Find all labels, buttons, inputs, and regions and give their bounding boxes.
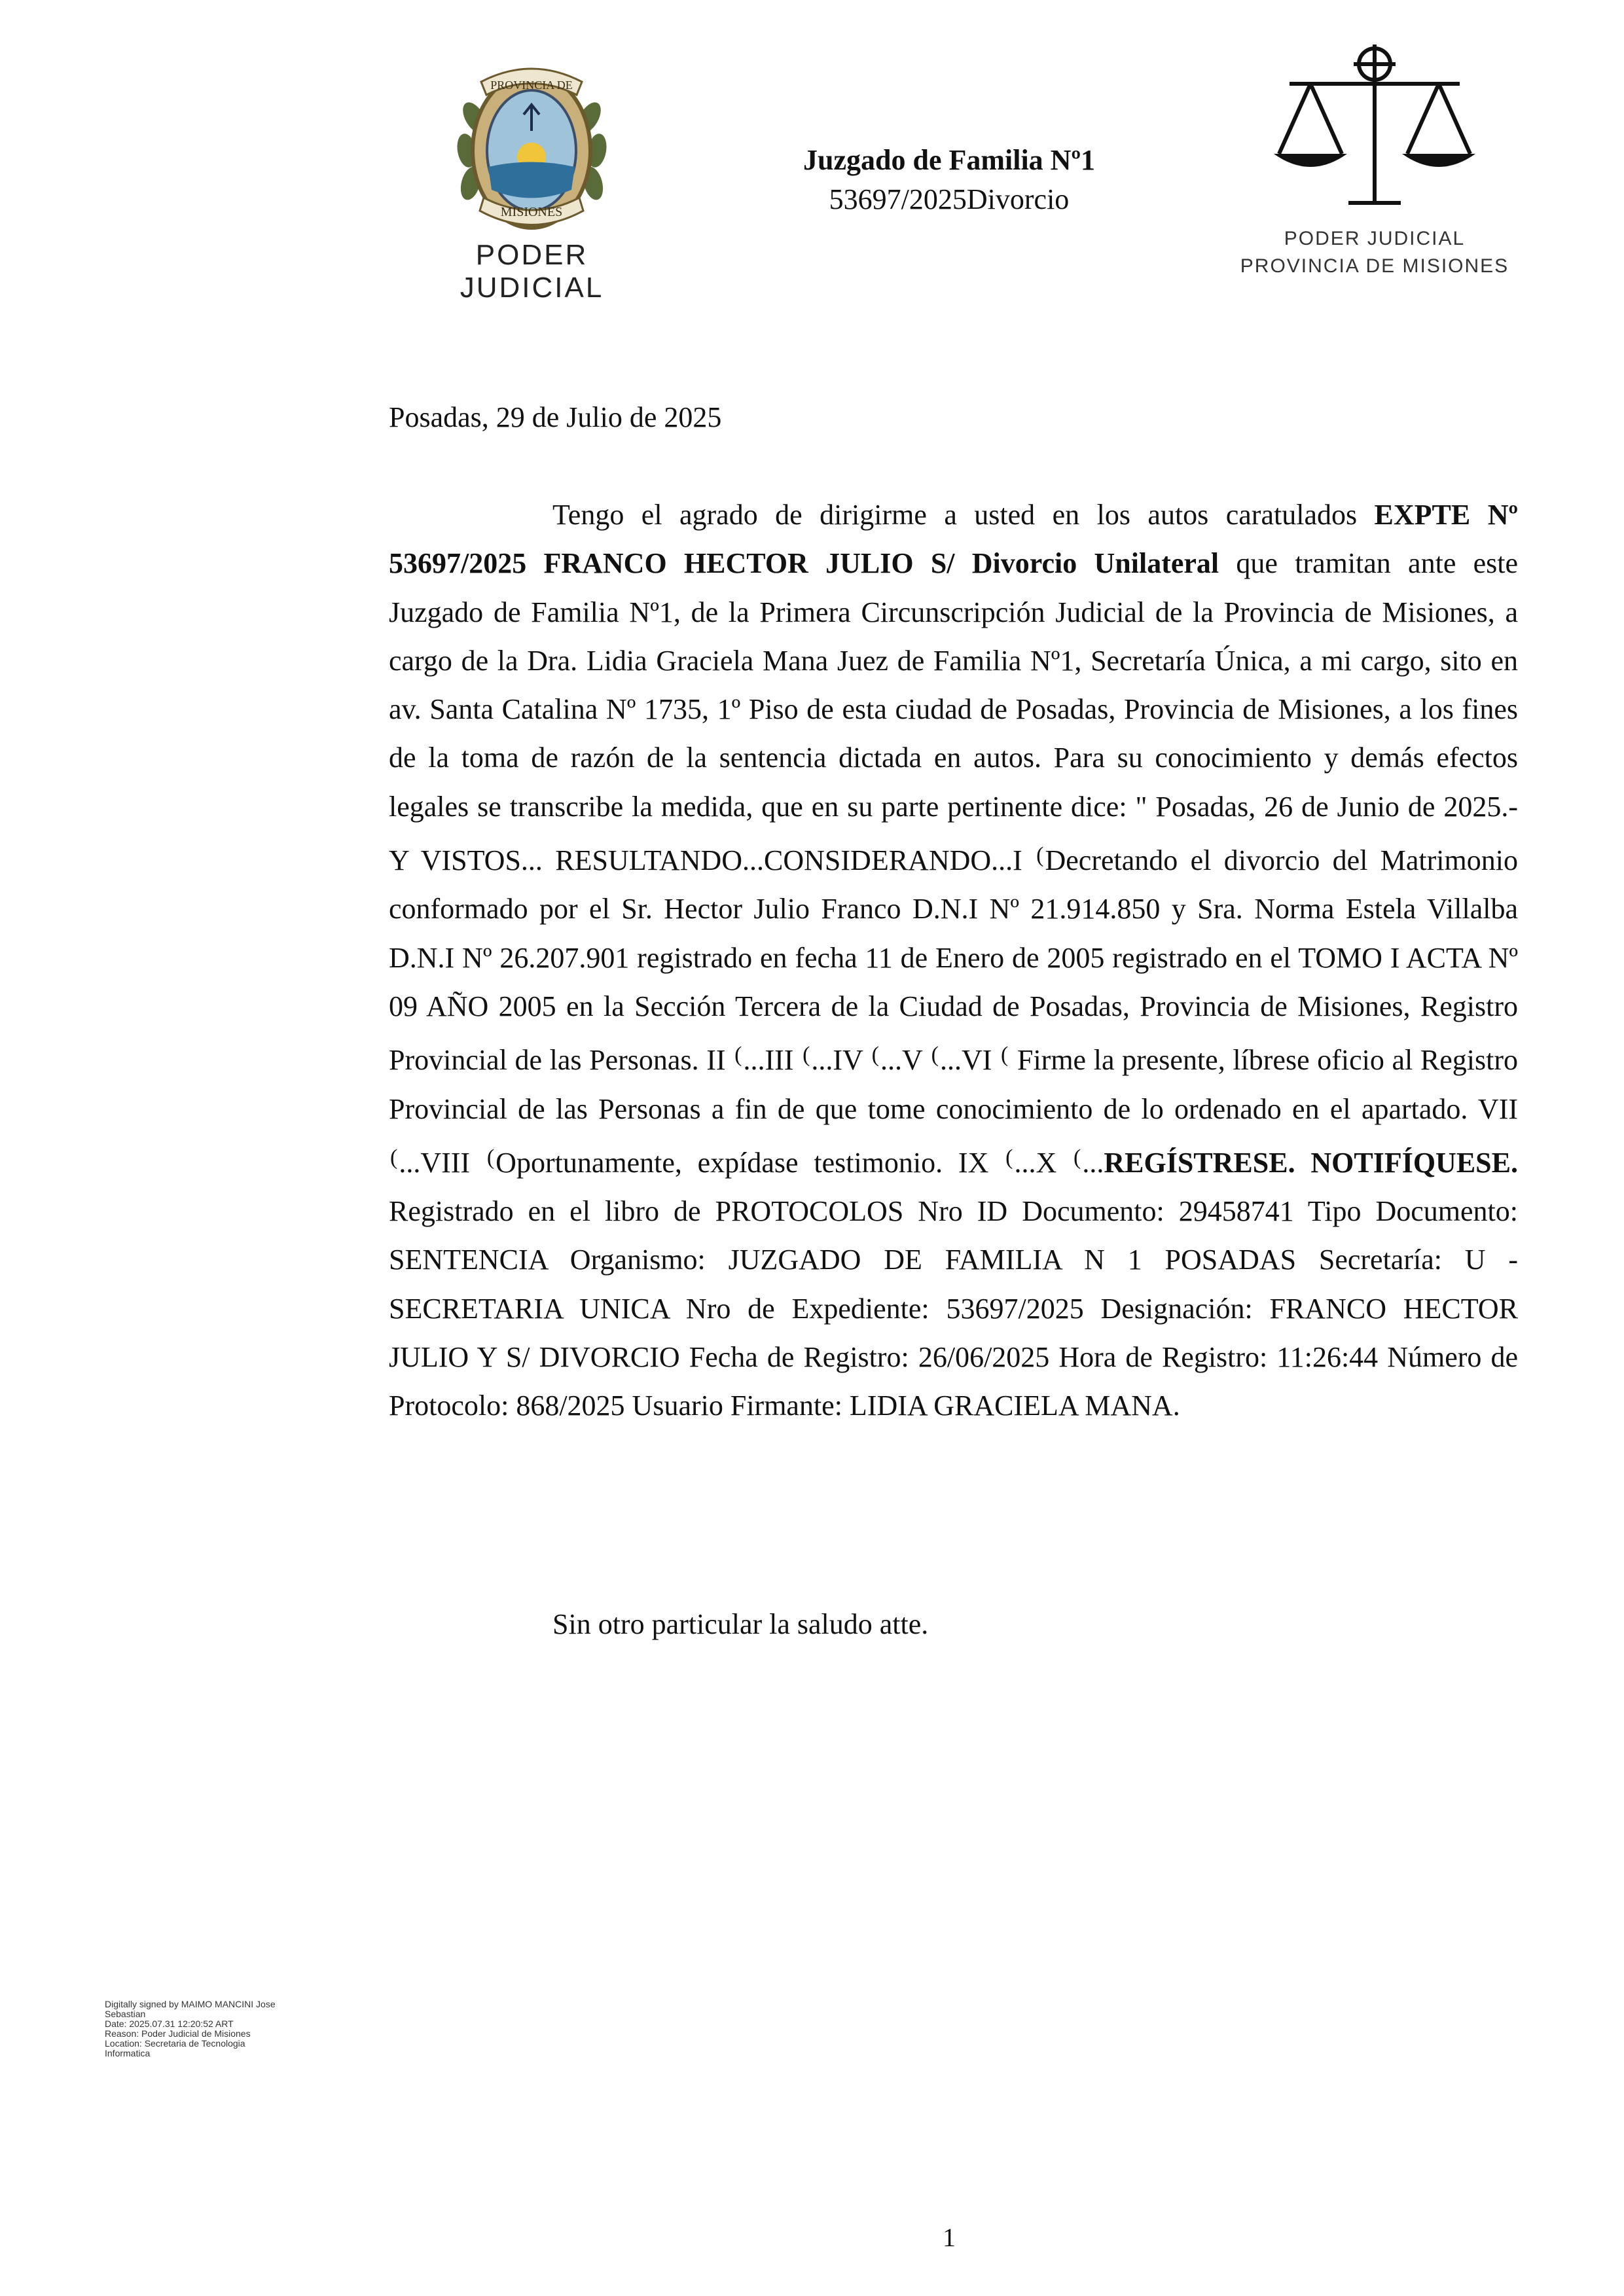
case-title: EXPTE Nº 53697/2025 FRANCO HECTOR JULIO S/ Divorcio Unilateral — [389, 499, 1518, 580]
section-iv: ...IV — [811, 1044, 871, 1077]
poder-judicial-logo — [403, 59, 661, 304]
letter-intro: Tengo el agrado de dirigirme a usted en los autos caratulados — [552, 499, 1375, 531]
section-viii: ...VIII — [399, 1146, 486, 1179]
signature-date: Date: 2025.07.31 12:20:52 ART — [105, 2018, 234, 2029]
firme-text: Firme la presente, líbrese oficio al Registro Provincial de las Personas a fin de que tome conocimiento de lo ordenado en el apartado. VII — [389, 1044, 1518, 1125]
redaction-marker: ( — [1001, 1043, 1009, 1067]
poder-judicial-provincia-logo — [1231, 39, 1519, 288]
signature-location: Location: Secretaria de Tecnologia — [105, 2038, 245, 2049]
seal-text-top: PROVINCIA DE — [490, 79, 573, 92]
provincia-de-misiones-seal-icon — [403, 59, 661, 242]
oportunamente-text: Oportunamente, expídase testimonio. IX — [496, 1146, 1005, 1179]
letter-body — [389, 491, 1518, 1431]
section-iii: ...III — [743, 1044, 802, 1077]
registrese-notifiquese: REGÍSTRESE. NOTIFÍQUESE. — [1104, 1146, 1518, 1179]
registry-details: Registrado en el libro de PROTOCOLOS Nro ID Documento: 29458741 Tipo Documento: SENTENCIA Organismo: JUZGADO DE FAMILIA N 1 POSADAS Secretaría: U - SECRETARIA UNICA Nro de Expediente: 53697/2025 Designación: FRANCO HECTOR JULIO Y S/ DIVORCIO Fecha de Registro: 26/06/2025 Hora de Registro: 11:26:44 Número de Protocolo: 868/2025 Usuario Firmante: LIDIA GRACIELA MANA. — [389, 1195, 1518, 1422]
signature-reason: Reason: Poder Judicial de Misiones — [105, 2028, 251, 2039]
redaction-marker: ( — [1074, 1145, 1081, 1170]
redaction-marker: ( — [486, 1145, 495, 1170]
signature-line: Sebastian — [105, 2009, 146, 2019]
scales-of-justice-icon — [1270, 39, 1479, 216]
letter-court-text: que tramitan ante este Juzgado de Familia Nº1, de la Primera Circunscripción Judicial de la Provincia de Misiones, a cargo de la Dra. Lidia Graciela Mana Juez de Familia Nº1, Secretaría Única, a mi cargo, sito en av. Santa Catalina Nº 1735, 1º Piso de esta ciudad de Posadas, Provincia de Misiones, a los fines de la toma de razón de la sentencia dictada en autos. Para su conocimiento y demás efectos legales se transcribe la medida, que en su parte pertinente dice: " Posadas, 26 de Junio de 2025.- Y VISTOS... RESULTANDO...CONSIDERANDO...I — [389, 547, 1519, 877]
section-v: ...V — [880, 1044, 930, 1077]
signature-line: Informatica — [105, 2048, 151, 2058]
redaction-marker: ( — [1036, 843, 1044, 868]
case-reference: 53697/2025Divorcio — [829, 183, 1070, 215]
letter-closing: Sin otro particular la saludo atte. — [552, 1608, 929, 1640]
section-x: ...X — [1014, 1146, 1073, 1179]
ellipsis: ... — [1082, 1146, 1104, 1179]
signature-line: Digitally signed by MAIMO MANCINI Jose — [105, 1999, 276, 2009]
logo-right-caption-line1: PODER JUDICIAL — [1284, 228, 1466, 249]
page-number: 1 — [943, 2223, 956, 2252]
redaction-marker: ( — [803, 1043, 810, 1067]
court-name: Juzgado de Familia Nº1 — [803, 144, 1095, 176]
section-vi: ...VI — [939, 1044, 1000, 1077]
document-header — [740, 141, 1159, 219]
digital-signature — [105, 2000, 380, 2058]
seal-text-bottom: MISIONES — [500, 205, 563, 219]
redaction-marker: ( — [871, 1043, 879, 1067]
resolution-text: Decretando el divorcio del Matrimonio conformado por el Sr. Hector Julio Franco D.N.I Nº 21.914.850 y Sra. Norma Estela Villalba D.N.I Nº 26.207.901 registrado en fecha 11 de Enero de 2005 registrado en el TOMO I ACTA Nº 09 AÑO 2005 en la Sección Tercera de la Ciudad de Posadas, Provincia de Misiones, Registro Provincial de las Personas. II — [389, 844, 1518, 1077]
letter-date: Posadas, 29 de Julio de 2025 — [389, 401, 722, 433]
redaction-marker: ( — [390, 1145, 398, 1170]
redaction-marker: ( — [1005, 1145, 1013, 1170]
redaction-marker: ( — [931, 1043, 939, 1067]
redaction-marker: ( — [734, 1043, 742, 1067]
logo-left-caption: PODER JUDICIAL — [460, 239, 604, 304]
logo-right-caption-line2: PROVINCIA DE MISIONES — [1240, 255, 1509, 277]
